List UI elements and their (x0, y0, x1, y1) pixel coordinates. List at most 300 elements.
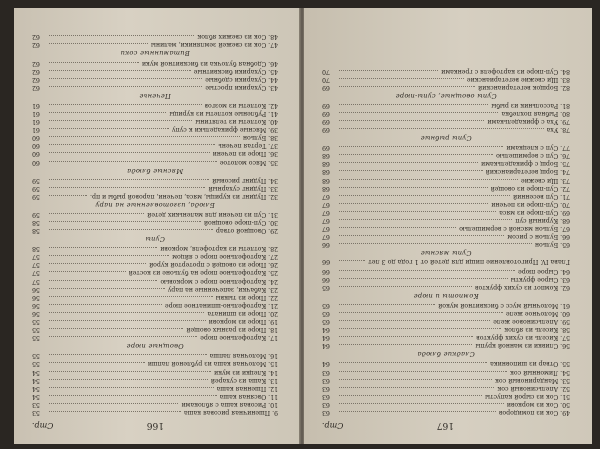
dot-leader (339, 227, 456, 228)
dot-leader (49, 312, 204, 313)
dot-leader (49, 328, 183, 329)
entry-title: 33. Пудинг сухарный (208, 184, 278, 192)
entry-title: 42. Котлеты из мозгов (204, 101, 278, 109)
entry-page-number: 66 (322, 275, 330, 283)
entry-title: 60. Молочное желе (505, 309, 570, 317)
left-page-content (14, 8, 300, 444)
dot-leader (339, 203, 488, 204)
toc-entry (32, 218, 278, 226)
toc-entry (322, 175, 570, 183)
toc-entry (322, 408, 570, 416)
entry-page-number: 53 (32, 400, 40, 408)
entry-page-number: 65 (322, 309, 330, 317)
entry-title: 50. Сок из моркови (506, 400, 570, 408)
dot-leader (339, 312, 503, 313)
entry-page-number: 69 (322, 126, 330, 134)
entry-page-number: 70 (322, 75, 330, 83)
entry-title: 22. Пюре из тыквы (215, 293, 278, 301)
entry-page-number: 54 (32, 384, 40, 392)
toc-entry (32, 392, 278, 400)
dot-leader (339, 270, 515, 271)
entry-page-number: 64 (322, 334, 330, 342)
dot-leader (339, 170, 483, 171)
section-heading: Печенье (139, 91, 171, 100)
entry-title: 46. Сдобная булочка из бисквитной муки (141, 59, 278, 67)
dot-leader (339, 286, 472, 287)
entry-page-number: 54 (32, 368, 40, 376)
entry-title: 21. Картофельно-шпинатное пюре (165, 301, 278, 309)
toc-entry (32, 293, 278, 301)
entry-title: 20. Пюре из шпината (207, 309, 278, 317)
dot-leader (339, 211, 496, 212)
entry-title: 9. Пшеничная рисовая каша (183, 409, 278, 416)
toc-entry (32, 317, 278, 325)
entry-page-number: 58 (32, 245, 40, 253)
entry-page-number: 64 (322, 326, 330, 334)
entry-page-number: 64 (322, 342, 330, 350)
entry-title: 38. Бульон (242, 134, 278, 142)
entry-title: 30. Суп-пюре овощной (203, 219, 278, 227)
entry-title: 59. Апельсиновое желе (493, 318, 570, 326)
entry-title: 49. Сок из помидоров (498, 409, 570, 416)
entry-title: 43. Сухарики простые (205, 83, 278, 91)
entry-page-number: 57 (32, 261, 40, 269)
entry-title: 39. Мясные фрикадельки к супу (171, 126, 278, 134)
entry-page-number: 67 (322, 208, 330, 216)
entry-page-number: 67 (322, 225, 330, 233)
entry-page-number: 69 (322, 144, 330, 152)
toc-entry (32, 252, 278, 260)
toc-entry (32, 109, 278, 117)
toc-entry (32, 176, 278, 184)
dot-leader (49, 229, 213, 230)
right-page (304, 8, 592, 444)
entry-page-number: 58 (32, 227, 40, 235)
dot-leader (49, 213, 144, 214)
toc-entry (322, 151, 570, 159)
dot-leader (339, 219, 512, 220)
dot-leader (49, 136, 240, 137)
entry-page-number: 68 (322, 176, 330, 184)
dot-leader (339, 187, 488, 188)
entry-page-number: 60 (32, 142, 40, 150)
entry-page-number: 55 (32, 360, 40, 368)
toc-entry (322, 301, 570, 309)
dot-leader (49, 362, 145, 363)
entry-page-number: 59 (32, 176, 40, 184)
entry-title: 23. Кабачки, запеченные на пару (167, 285, 278, 293)
entry-title: 71. Суп весенний (512, 192, 570, 200)
toc-entry (32, 367, 278, 375)
toc-entry (322, 376, 570, 384)
entry-title: 19. Пюре из моркови (208, 318, 278, 326)
entry-title: 56. Сливки из манной крупы (475, 342, 570, 350)
toc-entry (322, 192, 570, 200)
entry-title: 64. Сырое пюре (518, 267, 570, 275)
dot-leader (339, 195, 510, 196)
toc-entry (32, 244, 278, 252)
section-heading: Компоты и пюре (413, 291, 479, 300)
dot-leader (49, 195, 87, 196)
open-book (14, 8, 592, 444)
dot-leader (339, 387, 494, 388)
toc-entry (322, 325, 570, 333)
entry-page-number: 66 (322, 258, 331, 267)
entry-title: 24. Картофельное пюре с морковью (160, 277, 278, 285)
toc-entry (32, 384, 278, 392)
entry-page-number: 63 (322, 384, 330, 392)
dot-leader (49, 272, 126, 273)
dot-leader (49, 179, 209, 180)
entry-title: 73. Щи свежие (520, 176, 570, 184)
dot-leader (49, 379, 208, 380)
entry-title: 52. Апельсиновый сок (497, 384, 570, 392)
toc-entry (322, 232, 570, 240)
dot-leader (339, 70, 438, 71)
entry-title: 61. Молочный мусс с бисквитной мукой (438, 301, 570, 309)
toc-entry (32, 400, 278, 408)
dot-leader (339, 86, 475, 87)
entry-page-number: 61 (32, 118, 40, 126)
entry-title: 79. Уха с фрикадельками (487, 117, 570, 125)
entry-title: 25. Картофельное пюре на бульоне из костей (128, 269, 278, 277)
entry-title: 44. Сухарики сдобные (205, 75, 278, 83)
toc-entry (322, 275, 570, 283)
toc-entry (32, 359, 278, 367)
toc-entry (322, 208, 570, 216)
chapter-entry (322, 258, 570, 266)
toc-entry (32, 226, 278, 234)
entry-page-number: 55 (32, 326, 40, 334)
right-page-content (304, 8, 592, 444)
entry-page-number: 62 (32, 59, 40, 67)
toc-entry (322, 125, 570, 133)
toc-entry (322, 101, 570, 109)
entry-title: 37. Тертая печень (218, 142, 278, 150)
entry-page-number: 62 (32, 41, 40, 49)
entry-page-number: 63 (322, 376, 330, 384)
dot-leader (49, 187, 205, 188)
entry-page-number: 68 (322, 184, 330, 192)
entry-title: 14. Клецки из муки (213, 368, 278, 376)
toc-entry (32, 133, 278, 141)
entry-page-number: 68 (322, 152, 330, 160)
dot-leader (49, 371, 211, 372)
toc-list (322, 18, 570, 416)
toc-entry (322, 184, 570, 192)
entry-title: 80. Рыбная похлебка (501, 109, 570, 117)
entry-title: 36. Пюре из печени (212, 150, 278, 158)
entry-page-number: 68 (322, 160, 330, 168)
section-heading: Супы рыбные (420, 134, 472, 143)
entry-page-number: 62 (32, 75, 40, 83)
entry-title: 78. Уха (546, 126, 570, 134)
entry-page-number: 54 (32, 392, 40, 400)
entry-title: 40. Котлеты из телятины (195, 118, 278, 126)
section-heading: Супы мясные (420, 249, 472, 258)
toc-entry (322, 200, 570, 208)
entry-page-number: 58 (32, 219, 40, 227)
entry-title: 74. Борщ вегетарианский (485, 168, 570, 176)
toc-entry (322, 359, 570, 367)
entry-page-number: 67 (322, 192, 330, 200)
toc-entry (322, 267, 570, 275)
entry-page-number: 65 (322, 283, 330, 291)
entry-page-number: 65 (322, 318, 330, 326)
entry-title: 26. Пюре из овощей с протертой курой (149, 261, 278, 269)
dot-leader (339, 243, 532, 244)
toc-entry (322, 224, 570, 232)
toc-entry (32, 285, 278, 293)
entry-page-number: 59 (32, 210, 40, 218)
toc-entry (322, 392, 570, 400)
entry-page-number: 69 (322, 117, 330, 125)
toc-entry (32, 277, 278, 285)
dot-leader (49, 296, 213, 297)
toc-entry (32, 83, 278, 91)
dot-leader (49, 120, 192, 121)
entry-page-number: 56 (32, 293, 40, 301)
toc-entry (32, 333, 278, 341)
entry-page-number: 53 (32, 409, 40, 416)
dot-leader (49, 263, 146, 264)
dot-leader (49, 104, 202, 105)
entry-page-number: 63 (322, 409, 330, 416)
entry-title: 75. Борщ с фрикадельками (481, 160, 570, 168)
entry-page-number: 54 (32, 376, 40, 384)
toc-entry (32, 260, 278, 268)
dot-leader (49, 320, 206, 321)
entry-title: 11. Овсяная каша (219, 392, 278, 400)
dot-leader (339, 379, 492, 380)
entry-title: 82. Борщок вегетарианский (478, 83, 570, 91)
toc-entry (32, 309, 278, 317)
toc-entry (322, 333, 570, 341)
dot-leader (339, 371, 507, 372)
section-heading: Супы (145, 235, 165, 244)
dot-leader (49, 354, 207, 355)
entry-page-number: 56 (32, 301, 40, 309)
entry-title: 55. Отвар из шиповника (490, 360, 570, 368)
dot-leader (339, 162, 478, 163)
entry-page-number: 59 (32, 184, 40, 192)
dot-leader (49, 128, 169, 129)
toc-entry (32, 192, 278, 200)
dot-leader (49, 280, 157, 281)
dot-leader (339, 336, 473, 337)
dot-leader (339, 112, 498, 113)
toc-entry (32, 75, 278, 83)
toc-entry (322, 66, 570, 74)
dot-leader (339, 403, 504, 404)
entry-page-number: 69 (322, 109, 330, 117)
entry-page-number: 56 (32, 309, 40, 317)
entry-title: 34. Пудинг рисовый (212, 176, 278, 184)
entry-title: 76. Суп с вермишелью (496, 152, 570, 160)
dot-leader (339, 395, 482, 396)
entry-title: 58. Кисель из яблок (504, 326, 570, 334)
section-heading: Овощные пюре (126, 342, 184, 351)
dot-leader (339, 235, 504, 236)
entry-page-number: 67 (322, 233, 330, 241)
toc-entry (322, 75, 570, 83)
entry-page-number: 57 (32, 253, 40, 261)
toc-entry (32, 40, 278, 48)
section-heading: Мясные блюда (126, 166, 184, 175)
entry-page-number: 69 (322, 83, 330, 91)
entry-title: 65. Бульон (534, 241, 570, 249)
entry-page-number: 59 (32, 192, 40, 200)
dot-leader (339, 362, 487, 363)
entry-title: Глава IV. Приготовление пищи для детей от 1 года до 3 лет (368, 258, 570, 267)
toc-entry (322, 83, 570, 91)
left-page (14, 8, 300, 444)
dot-leader (339, 146, 503, 147)
toc-entry (32, 149, 278, 157)
entry-title: 63. Сырое фрукты (510, 275, 570, 283)
dot-leader (339, 411, 496, 412)
entry-title: 15. Молочная каша из рубленой лапши (147, 360, 278, 368)
dot-leader (49, 304, 162, 305)
dot-leader (49, 387, 214, 388)
dot-leader (339, 320, 490, 321)
toc-entry (32, 376, 278, 384)
entry-title: 10. Рисовая каша с яблоками (181, 400, 278, 408)
entry-title: 72. Суп-пюре из овощей (490, 184, 570, 192)
toc-entry (32, 117, 278, 125)
entry-title: 67. Бульон мясной с вермишелью (459, 225, 570, 233)
dot-leader (339, 179, 518, 180)
toc-entry (32, 184, 278, 192)
entry-title: 69. Суп-пюре из мяса (499, 208, 570, 216)
entry-title: 31. Суп из печени для маленьких детей (147, 210, 278, 218)
entry-title: 53. Мандариновый сок (495, 376, 570, 384)
toc-entry (322, 309, 570, 317)
dot-leader (49, 395, 217, 396)
toc-entry (32, 351, 278, 359)
entry-title: 81. Рассольник из рыбы (491, 101, 570, 109)
entry-page-number: 67 (322, 200, 330, 208)
entry-page-number: 60 (32, 150, 40, 158)
dot-leader (339, 328, 501, 329)
entry-title: 48. Сок из свежих яблок (197, 33, 278, 41)
entry-title: 70. Суп-пюре из печени (491, 200, 570, 208)
entry-page-number: 56 (32, 285, 40, 293)
toc-entry (32, 301, 278, 309)
entry-title: 83. Щи свежие вегетарианские (466, 75, 570, 83)
entry-page-number: 62 (32, 33, 40, 41)
toc-list (32, 18, 278, 416)
toc-entry (322, 367, 570, 375)
entry-title: 35. Мясо молотое (219, 158, 278, 166)
entry-title: 57. Кисель из сухих фруктов (476, 334, 570, 342)
dot-leader (49, 70, 191, 71)
toc-entry (322, 117, 570, 125)
entry-page-number: 66 (322, 267, 330, 275)
entry-page-number: 57 (32, 277, 40, 285)
dot-leader (339, 104, 488, 105)
dot-leader (339, 120, 484, 121)
toc-entry (32, 125, 278, 133)
toc-entry (322, 240, 570, 248)
toc-entry (322, 143, 570, 151)
entry-title: 29. Овощной отвар (215, 227, 278, 235)
dot-leader (49, 86, 202, 87)
entry-page-number: 60 (32, 158, 40, 166)
entry-page-number: 55 (32, 352, 40, 360)
entry-page-number: 62 (32, 67, 40, 75)
dot-leader (49, 411, 181, 412)
entry-title: 47. Сок из свежей земляники, малины (150, 41, 278, 49)
page-number: 166 (146, 420, 164, 430)
entry-page-number: 65 (322, 301, 330, 309)
toc-entry (322, 400, 570, 408)
toc-entry (322, 317, 570, 325)
entry-title: 45. Сухарики бисквитные (193, 67, 278, 75)
entry-title: 12. Пшенная каша (216, 384, 278, 392)
toc-entry (32, 141, 278, 149)
entry-page-number: 62 (32, 83, 40, 91)
toc-entry (32, 32, 278, 40)
page-number: 167 (436, 420, 454, 430)
entry-title: 16. Молочная лапша (209, 352, 278, 360)
toc-entry (32, 58, 278, 66)
toc-entry (32, 408, 278, 416)
dot-leader (339, 261, 365, 262)
section-heading: Витаминные соки (120, 49, 190, 58)
toc-entry (32, 268, 278, 276)
entry-title: 84. Суп-пюре из картофеля с гренками (441, 67, 570, 75)
dot-leader (49, 288, 165, 289)
toc-entry (322, 283, 570, 291)
dot-leader (49, 144, 215, 145)
entry-title: 62. Компот из сухих фруктов (475, 283, 570, 291)
page-column-header: Стр. (322, 421, 344, 430)
entry-page-number: 67 (322, 217, 330, 225)
entry-title: 51. Сок из сырой капусты (485, 392, 570, 400)
dot-leader (49, 403, 178, 404)
entry-page-number: 63 (322, 368, 330, 376)
dot-leader (49, 43, 148, 44)
entry-page-number: 60 (32, 134, 40, 142)
entry-page-number: 66 (322, 241, 330, 249)
entry-title: 54. Лимонный сок (510, 368, 570, 376)
entry-title: 28. Котлеты из картофеля, моркови (160, 245, 278, 253)
entry-page-number: 64 (322, 360, 330, 368)
entry-title: 27. Картофельное пюре с яйцом (172, 253, 278, 261)
dot-leader (339, 304, 435, 305)
dot-leader (339, 78, 464, 79)
entry-title: 77. Суп с клецками (506, 144, 570, 152)
toc-entry (32, 101, 278, 109)
toc-entry (322, 109, 570, 117)
entry-page-number: 63 (322, 392, 330, 400)
dot-leader (49, 161, 217, 162)
dot-leader (49, 255, 169, 256)
dot-leader (49, 62, 139, 63)
dot-leader (339, 154, 493, 155)
entry-title: 66. Бульон с рисом (507, 233, 570, 241)
toc-entry (322, 216, 570, 224)
entry-page-number: 63 (322, 400, 330, 408)
entry-title: 68. Куриный суп (515, 217, 570, 225)
entry-page-number: 69 (322, 101, 330, 109)
dot-leader (49, 35, 194, 36)
dot-leader (339, 278, 508, 279)
toc-entry (32, 325, 278, 333)
dot-leader (49, 247, 157, 248)
toc-entry (32, 67, 278, 75)
